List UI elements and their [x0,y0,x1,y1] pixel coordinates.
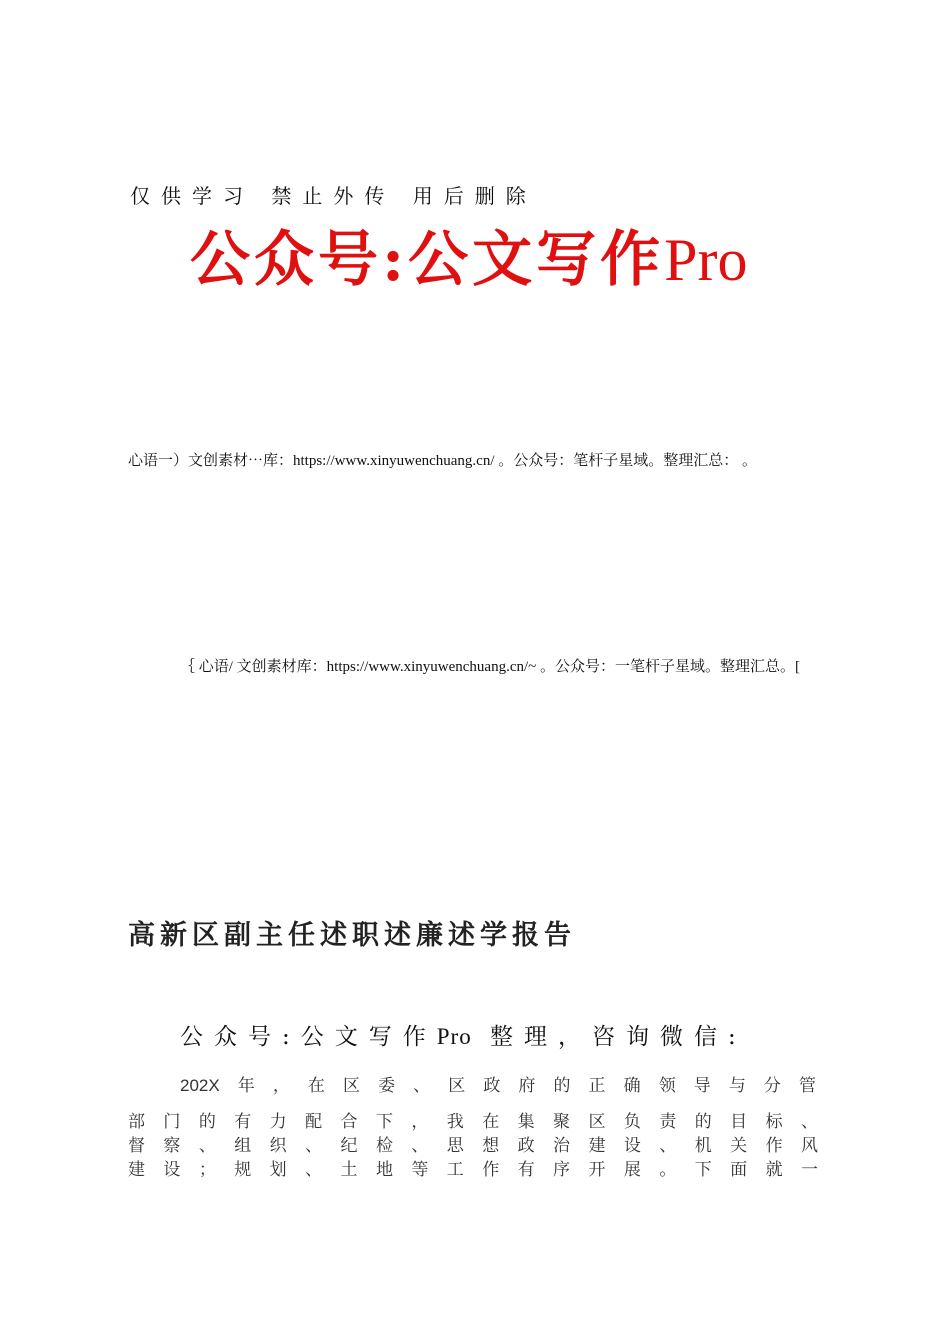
usage-notice: 仅供学习 禁止外传 用后删除 [130,184,537,208]
body-line-1 [180,1071,816,1096]
subtitle-pro: Pro [436,1024,472,1049]
subtitle-prefix: 公众号:公文写作 [180,1024,437,1050]
brand-text: 公众号:公文写作 [190,225,665,295]
body-year: 202X [180,1076,220,1095]
body-line-2: 部门的有力配合下，我在集聚区负责的目标、 [128,1112,818,1132]
source-note-2: ｛ 心语/ 文创素材库：https://www.xinyuwenchuang.cn/~ 。公众号：一笔杆子星域。整理汇总。[ [180,659,801,675]
body-line-3: 督察、组织、纪检、思想政治建设、机关作风 [128,1136,818,1156]
brand-watermark [190,222,748,298]
body-line-4: 建设；规划、土地等工作有序开展。下面就一 [128,1160,818,1180]
source-note-1: 心语一）文创素材⋯库：https://www.xinyuwenchuang.cn/ 。公众号：笔杆子星域。整理汇总： 。 [128,453,757,469]
document-subtitle [180,1018,747,1051]
brand-pro: Pro [664,227,748,293]
body-line-1-text: 年，在区委、区政府的正确领导与分管 [219,1076,816,1096]
document-title: 高新区副主任述职述廉述学报告 [128,920,576,951]
subtitle-suffix: 整理，咨询微信: [471,1024,747,1050]
